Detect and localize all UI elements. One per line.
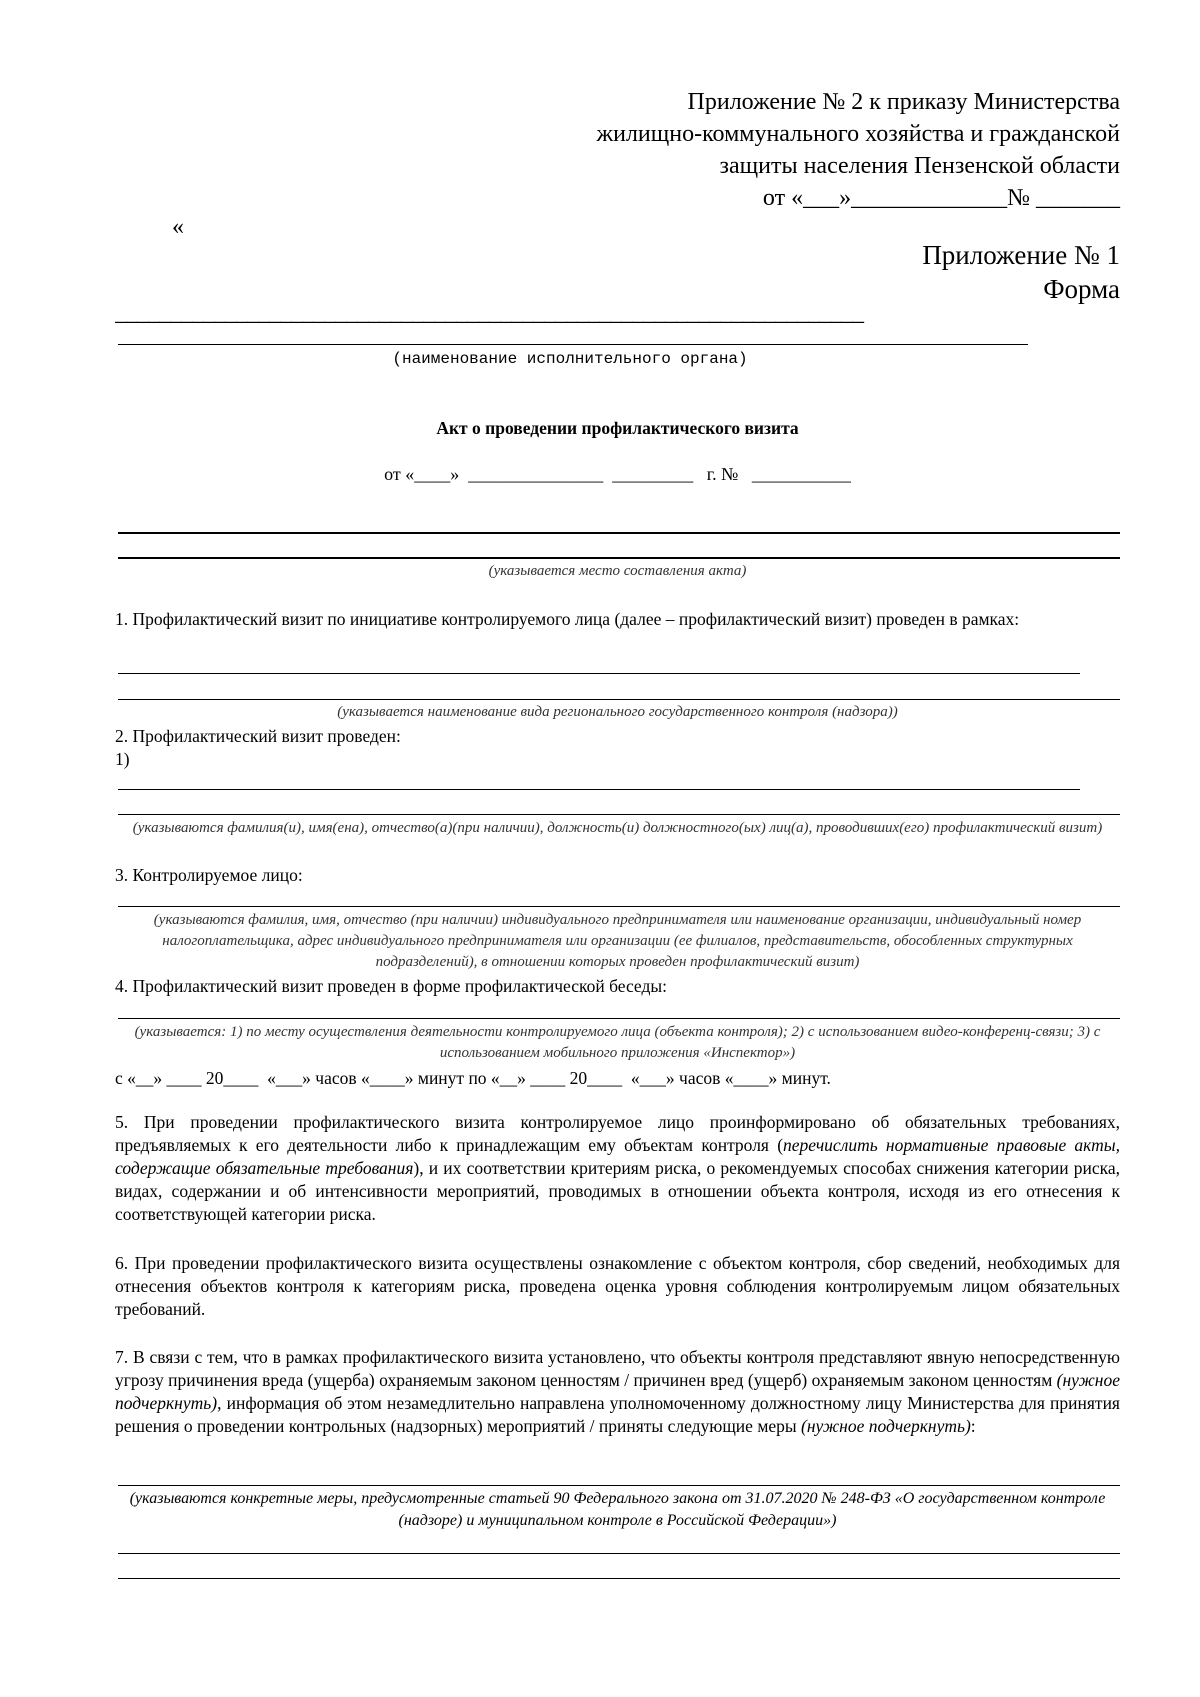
header-date-number: от «___»_____________№ _______ [762, 185, 1120, 211]
org-name-line: ____________________________________________________________________ [115, 300, 863, 326]
document-title: Акт о проведении профилактического визита [436, 418, 799, 438]
item-1-line-1 [118, 673, 1080, 674]
item-2-text: 2. Профилактический визит проведен: [115, 726, 401, 746]
item-3-text: 3. Контролируемое лицо: [115, 865, 303, 885]
item-4-time-line: с «__» ____ 20____ «___» часов «____» минут по «__» ____ 20____ «___» часов «____» минут. [115, 1068, 831, 1088]
item-7-line-1 [118, 1485, 1120, 1486]
item-6-paragraph: 6. При проведении профилактического визита осуществлены ознакомление с объектом контроля, сбор сведений, необходимых для отнесения объектов контроля к категориям риска, проведена оценка уровня соблюдения контролируемым лицом обязательных требований. [115, 1253, 1120, 1319]
item-2-line-1 [118, 789, 1080, 790]
item-5-emphasis: перечислить нормативные правовые акты, содержащие обязательные требования [115, 1135, 1120, 1178]
item-2-sub: 1) [115, 749, 130, 769]
item-1-text: 1. Профилактический визит по инициативе контролируемого лица (далее – профилактический визит) проведен в рамках: [115, 609, 1020, 629]
item-2-caption: (указываются фамилия(и), имя(ена), отчество(а)(при наличии), должность(и) должностного(ых) лиц(а), проводивших(его) профилактический визит) [132, 820, 1103, 836]
appendix-label: Приложение № 1 [922, 240, 1120, 270]
header-line-1: Приложение № 2 к приказу Министерства [687, 89, 1120, 115]
item-7-emphasis-2: (нужное подчеркнуть) [801, 1416, 971, 1436]
item-4-line [118, 1018, 1120, 1019]
item-7-line-2 [118, 1553, 1120, 1554]
item-7-caption: (указываются конкретные меры, предусмотренные статьей 90 Федерального закона от 31.07.2020 № 248-ФЗ «О государственном контроле (надзоре) и муниципальном контроле в Российской Федерации») [129, 1490, 1106, 1529]
item-5-paragraph: 5. При проведении профилактического визита контролируемое лицо проинформировано об обязательных требованиях, предъявляемых к его деятельности либо к принадлежащим ему объектам контроля (перечислить нормативные правовые акты, содержащие обязательные требования), и их соответствии критериям риска, о рекомендуемых способах снижения категории риска, видах, содержании и об интенсивности мероприятий, проводимых в отношении объекта контроля, исходя из его отнесения к соответствующей категории риска. [115, 1112, 1120, 1224]
place-caption: (указывается место составления акта) [488, 563, 747, 579]
title-date-line: от «____» _______________ _________ г. № ___________ [384, 464, 851, 484]
item-7-emphasis-1: (нужное подчеркнуть) [115, 1370, 1120, 1413]
item-1-caption: (указывается наименование вида регионального государственного контроля (надзора)) [337, 704, 898, 720]
stray-quote: « [172, 214, 184, 240]
item-4-caption: (указывается: 1) по месту осуществления деятельности контролируемого лица (объекта контроля); 2) с использованием видео-конференц-связи; 3) с использованием мобильного приложения «Инспектор») [134, 1024, 1101, 1061]
header-line-2: жилищно-коммунального хозяйства и гражданской [596, 121, 1120, 147]
header-line-3: защиты населения Пензенской области [719, 153, 1120, 179]
place-line-1 [118, 532, 1120, 534]
item-1-line-2 [118, 699, 1120, 700]
item-4-text: 4. Профилактический визит проведен в форме профилактической беседы: [115, 976, 667, 996]
item-2-line-2 [118, 814, 1120, 815]
place-line-2 [118, 557, 1120, 559]
org-underline [118, 344, 1028, 345]
item-3-caption: (указываются фамилия, имя, отчество (при наличии) индивидуального предпринимателя или наименование организации, индивидуальный номер налогоплательщика, адрес индивидуального предпринимателя или организации (ее филиалов, представительств, обособленных структурных подразделений), в отношении которых проведен профилактический визит) [153, 912, 1082, 970]
form-label: Форма [1043, 274, 1120, 304]
org-caption: (наименование исполнительного органа) [392, 350, 748, 368]
item-7-line-3 [118, 1578, 1120, 1579]
item-3-line [118, 906, 1120, 907]
item-7-paragraph: 7. В связи с тем, что в рамках профилактического визита установлено, что объекты контроля представляют явную непосредственную угрозу причинения вреда (ущерба) охраняемым законом ценностям / причинен вред (ущерб) охраняемым законом ценностям (нужное подчеркнуть), информация об этом незамедлительно направлена уполномоченному должностному лицу Министерства для принятия решения о проведении контрольных (надзорных) мероприятий / приняты следующие меры (нужное подчеркнуть): [115, 1347, 1120, 1436]
